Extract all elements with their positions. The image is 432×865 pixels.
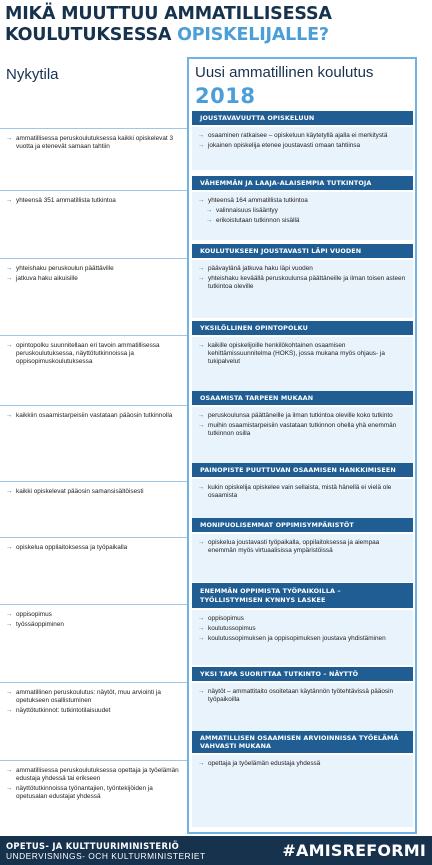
new-state-item: [198, 342, 407, 366]
current-state-text: ammatillinen peruskoulutus: näytöt, muu arviointi ja opetukseen osallistuminen: [16, 689, 161, 704]
new-state-box: [192, 683, 413, 733]
current-state-item: [6, 767, 183, 783]
arrow-icon: →: [198, 625, 205, 632]
current-state-row: [0, 604, 187, 682]
title-line-2: KOULUTUKSESSA OPISKELIJALLE?: [5, 25, 329, 45]
current-state-text: oppisopimus: [16, 611, 52, 618]
current-state-text: työssäoppiminen: [16, 621, 64, 628]
current-state-row: [0, 190, 187, 250]
new-state-text: peruskoulunsa päättäneille ja ilman tutkintoa oleville koko tutkinto: [208, 412, 393, 419]
current-state-item: [6, 135, 183, 151]
arrow-icon: →: [206, 217, 213, 224]
arrow-icon: →: [6, 544, 13, 551]
section-title: YKSILÖLLINEN OPINTOPOLKU: [192, 321, 413, 335]
current-state-item: [6, 544, 183, 552]
current-state-row: [0, 760, 187, 834]
title-highlight: OPISKELIJALLE?: [177, 25, 329, 45]
arrow-icon: →: [206, 207, 213, 214]
current-state-row: [0, 537, 187, 597]
arrow-icon: →: [6, 488, 13, 495]
current-state-text: yhteishaku peruskoulun päättäville: [16, 265, 114, 272]
new-state-item: [198, 217, 407, 225]
new-state-text: opiskelua joustavasti työpaikalla, oppilaitoksessa ja aiempaa enemmän myös virtuaalisissa ympäristöissä: [208, 539, 380, 554]
new-state-box: [192, 407, 413, 465]
current-state-text: kaikkiin osaamistarpeisiin vastataan pääosin tutkinnolla: [16, 412, 173, 419]
arrow-icon: →: [198, 275, 205, 282]
new-state-text: kukin opiskelija opiskelee vain sellaista, mistä hänellä ei vielä ole osaamista: [208, 484, 392, 499]
arrow-icon: →: [6, 621, 13, 628]
arrow-icon: →: [6, 767, 13, 774]
new-education-year: 2018: [195, 84, 256, 108]
arrow-icon: →: [6, 611, 13, 618]
new-state-item: [198, 132, 407, 140]
new-state-item: [198, 539, 407, 555]
new-education-heading: Uusi ammatillinen koulutus: [195, 64, 374, 81]
current-state-text: opiskelua oppilaitoksessa ja työpaikalla: [16, 544, 128, 551]
current-state-text: opintopolku suunnitellaan eri tavoin ammatillisessa peruskoulutuksessa, näyttötutkinnoissa ja oppisopimuskoulutuksessa: [16, 342, 160, 365]
current-state-item: [6, 197, 183, 205]
new-state-text: valinnaisuus lisääntyy: [216, 207, 278, 214]
current-state-item: [6, 611, 183, 619]
section-title: ENEMMÄN OPPIMISTA TYÖPAIKOILLA – TYÖLLISTYMISEN KYNNYS LASKEE: [192, 583, 413, 608]
current-state-item: [6, 412, 183, 420]
new-state-item: [198, 412, 407, 420]
new-state-text: yhteishaku keväällä peruskoulunsa päättäneille ja ilman toisen asteen tutkintoa oleville: [208, 275, 406, 290]
section-title: OSAAMISTA TARPEEN MUKAAN: [192, 391, 413, 405]
section-title: MONIPUOLISEMMAT OPPIMISYMPÄRISTÖT: [192, 518, 413, 532]
new-state-item: [198, 688, 407, 704]
new-state-box: [192, 479, 413, 521]
new-state-box: [192, 610, 413, 665]
new-state-item: [198, 265, 407, 273]
new-state-text: erikoistutaan tutkinnon sisällä: [216, 217, 300, 224]
new-state-box: [192, 534, 413, 582]
new-state-item: [198, 275, 407, 291]
new-state-item: [198, 207, 407, 215]
new-state-box: [192, 755, 413, 827]
arrow-icon: →: [6, 412, 13, 419]
current-state-row: [0, 128, 187, 176]
section-title: PAINOPISTE PUUTTUVAN OSAAMISEN HANKKIMISEEN: [192, 463, 413, 477]
arrow-icon: →: [6, 342, 13, 349]
current-state-item: [6, 707, 183, 715]
new-state-text: yhteensä 164 ammatillista tutkintoa: [208, 197, 308, 204]
new-state-text: muihin osaamistarpeisiin vastataan tutkinnon ohella yhä enemmän tutkinnon osilla: [208, 422, 397, 437]
arrow-icon: →: [6, 265, 13, 272]
arrow-icon: →: [198, 412, 205, 419]
arrow-icon: →: [6, 707, 13, 714]
section-title: VÄHEMMÄN JA LAAJA-ALAISEMPIA TUTKINTOJA: [192, 176, 413, 190]
new-state-box: [192, 127, 413, 170]
arrow-icon: →: [198, 688, 205, 695]
current-state-row: [0, 481, 187, 518]
arrow-icon: →: [198, 760, 205, 767]
arrow-icon: →: [198, 422, 205, 429]
arrow-icon: →: [6, 785, 13, 792]
title-line-1: MIKÄ MUUTTUU AMMATILLISESSA: [5, 4, 332, 24]
new-state-box: [192, 337, 413, 393]
new-state-item: [198, 142, 407, 150]
current-state-text: kaikki opiskelevat pääosin samansisältöisesti: [16, 488, 144, 495]
page-title: [5, 4, 425, 46]
current-state-text: jatkuva haku aikuisille: [16, 275, 78, 282]
current-state-item: [6, 342, 183, 366]
current-state-text: yhteensä 351 ammatillista tutkintoa: [16, 197, 116, 204]
current-state-text: näyttötutkinnoissa työnantajien, työntekijöiden ja opetusalan edustajat yhdessä: [16, 785, 153, 800]
new-state-item: [198, 615, 407, 623]
arrow-icon: →: [198, 197, 205, 204]
current-state-row: [0, 405, 187, 481]
current-state-item: [6, 785, 183, 801]
new-state-text: koulutussopimuksen ja oppisopimuksen joustava yhdistäminen: [208, 635, 386, 642]
new-state-text: päävaylänä jatkuva haku läpi vuoden: [208, 265, 313, 272]
hashtag: #AMISREFORMI: [282, 841, 426, 860]
new-state-text: oppisopimus: [208, 615, 244, 622]
new-state-item: [198, 422, 407, 438]
current-state-text: ammatillisessa peruskoulutuksessa opettaja ja työelämän edustaja yhdessä tai erikseen: [16, 767, 179, 782]
current-state-row: [0, 335, 187, 390]
ministry-name-fi: OPETUS- JA KULTTUURIMINISTERIÖ: [6, 841, 180, 851]
footer: [0, 836, 432, 865]
current-state-item: [6, 621, 183, 629]
new-state-item: [198, 635, 407, 643]
current-state-row: [0, 258, 187, 318]
new-state-text: opettaja ja työelämän edustaja yhdessä: [208, 760, 321, 767]
new-state-text: koulutussopimus: [208, 625, 256, 632]
arrow-icon: →: [198, 484, 205, 491]
section-title: JOUSTAVAVUUTTA OPISKELUUN: [192, 111, 413, 125]
current-state-item: [6, 275, 183, 283]
arrow-icon: →: [198, 342, 205, 349]
arrow-icon: →: [198, 132, 205, 139]
arrow-icon: →: [198, 539, 205, 546]
new-state-text: osaaminen ratkaisee – opiskeluun käytetyllä ajalla ei merkitystä: [208, 132, 388, 139]
current-state-text: ammatillisessa peruskoulutuksessa kaikki opiskelevat 3 vuotta ja etenevät samaan tahtiin: [16, 135, 173, 150]
section-title: AMMATILLISEN OSAAMISEN ARVIOINNISSA TYÖELÄMÄ VAHVASTI MUKANA: [192, 731, 413, 753]
current-state-item: [6, 265, 183, 273]
new-state-text: jokainen opiskelija etenee joustavasti omaan tahtiinsa: [208, 142, 361, 149]
new-state-item: [198, 760, 407, 768]
current-state-item: [6, 689, 183, 705]
current-state-heading: Nykytila: [6, 66, 59, 83]
arrow-icon: →: [6, 275, 13, 282]
current-state-item: [6, 488, 183, 496]
arrow-icon: →: [6, 689, 13, 696]
arrow-icon: →: [198, 635, 205, 642]
section-title: YKSI TAPA SUORITTAA TUTKINTO – NÄYTTÖ: [192, 667, 413, 681]
new-state-box: [192, 192, 413, 240]
arrow-icon: →: [6, 135, 13, 142]
arrow-icon: →: [198, 615, 205, 622]
ministry-name-sv: UNDERVISNINGS- OCH KULTURMINISTERIET: [6, 851, 206, 861]
new-state-text: näytöt – ammattitaito osoitetaan käytännön työtehtävissä pääosin työpaikoilla: [208, 688, 394, 703]
current-state-text: näyttötutkinnot: tutkintotilaisuudet: [16, 707, 111, 714]
arrow-icon: →: [6, 197, 13, 204]
arrow-icon: →: [198, 265, 205, 272]
new-state-item: [198, 197, 407, 205]
new-state-box: [192, 260, 413, 318]
current-state-row: [0, 682, 187, 758]
new-state-item: [198, 484, 407, 500]
arrow-icon: →: [198, 142, 205, 149]
section-title: KOULUTUKSEEN JOUSTAVASTI LÄPI VUODEN: [192, 244, 413, 258]
new-state-item: [198, 625, 407, 633]
new-state-text: kaikille opiskelijoille henkilökohtainen osaamisen kehittämissuunnitelma (HOKS), jossa mukana myös ohjaus- ja tukipalvelut: [208, 342, 385, 365]
